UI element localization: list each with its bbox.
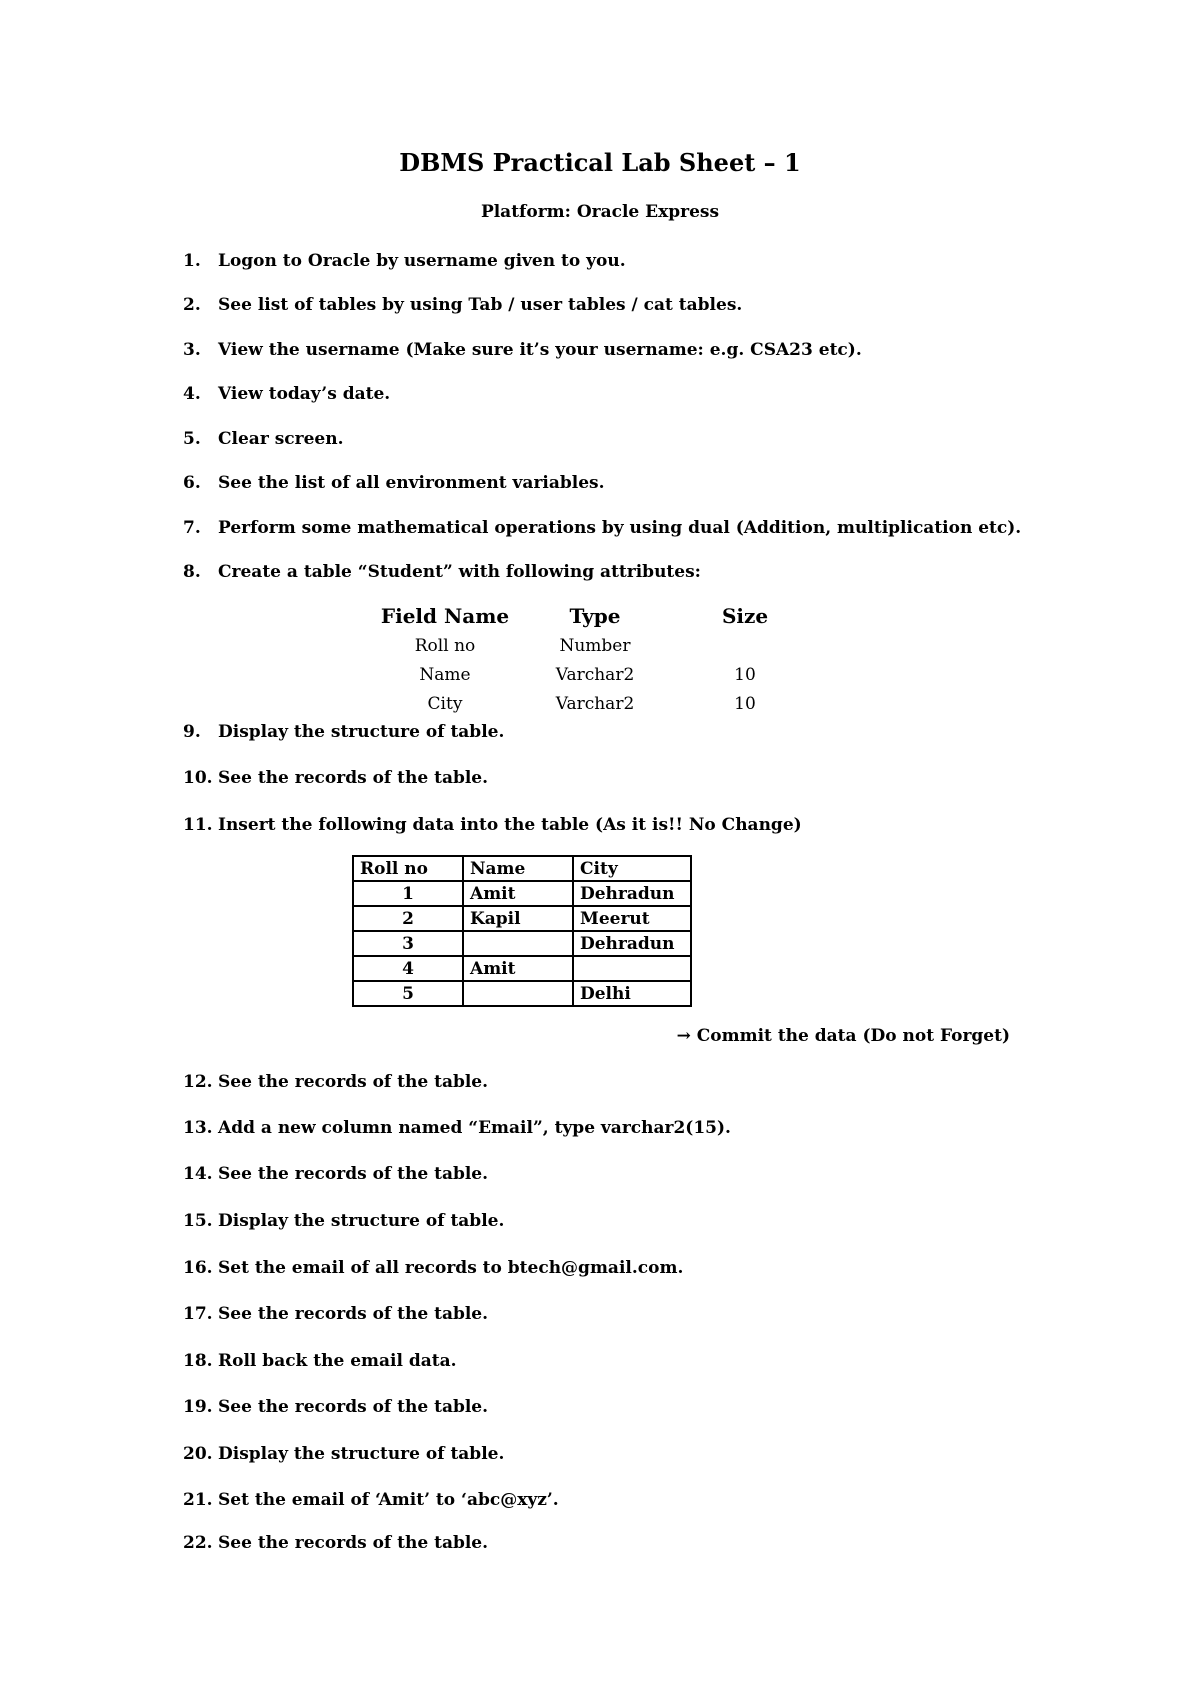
item-number: 21. [183,1490,213,1510]
table-row [353,931,691,956]
item-text: Create a table “Student” with following attributes: [218,562,701,582]
column-header: Name [463,856,573,881]
table-cell: 5 [353,981,463,1006]
table-cell [463,981,573,1006]
item-text: Insert the following data into the table (As it is!! No Change) [218,815,802,835]
item-text: See the records of the table. [218,1072,489,1092]
item-text: See the records of the table. [218,768,489,788]
table-cell: Amit [463,881,573,906]
page-title: DBMS Practical Lab Sheet – 1 [399,148,801,177]
item-text: See the list of all environment variables. [218,473,605,493]
item-number: 13. [183,1118,213,1138]
table-cell: Amit [463,956,573,981]
attr-header-size: Size [721,604,769,628]
table-cell: 1 [353,881,463,906]
attr-cell: Varchar2 [555,694,635,714]
item-number: 15. [183,1211,213,1231]
item-text: Set the email of all records to btech@gmail.com. [218,1258,684,1278]
item-number: 2. [183,295,201,315]
attr-cell: 10 [734,665,756,685]
item-text: See the records of the table. [218,1304,489,1324]
item-number: 5. [183,429,201,449]
item-number: 19. [183,1397,213,1417]
commit-note: → Commit the data (Do not Forget) [676,1026,1010,1046]
table-cell: Meerut [573,906,691,931]
item-number: 22. [183,1533,213,1553]
item-text: Display the structure of table. [218,722,505,742]
table-cell: 3 [353,931,463,956]
table-cell: 2 [353,906,463,931]
item-number: 17. [183,1304,213,1324]
attr-cell: City [427,694,463,714]
item-text: Roll back the email data. [218,1351,457,1371]
attr-header-field-name: Field Name [380,604,510,628]
attr-cell: Number [559,636,631,656]
table-header-row [353,856,691,881]
item-number: 6. [183,473,201,493]
table-cell: Dehradun [573,881,691,906]
table-cell: Delhi [573,981,691,1006]
item-text: Display the structure of table. [218,1444,505,1464]
item-text: Perform some mathematical operations by using dual (Addition, multiplication etc). [218,518,1022,538]
item-number: 9. [183,722,201,742]
attr-header-type: Type [569,604,621,628]
item-number: 18. [183,1351,213,1371]
attr-cell: Varchar2 [555,665,635,685]
item-number: 3. [183,340,201,360]
attr-cell: Roll no [414,636,476,656]
item-text: See the records of the table. [218,1397,489,1417]
item-text: Add a new column named “Email”, type varchar2(15). [218,1118,731,1138]
item-text: Logon to Oracle by username given to you. [218,251,626,271]
item-text: View the username (Make sure it’s your username: e.g. CSA23 etc). [218,340,862,360]
item-number: 7. [183,518,201,538]
column-header: Roll no [353,856,463,881]
item-text: Clear screen. [218,429,344,449]
item-number: 16. [183,1258,213,1278]
item-text: Set the email of ‘Amit’ to ‘abc@xyz’. [218,1490,559,1510]
table-cell [463,931,573,956]
table-row [353,981,691,1006]
item-number: 1. [183,251,201,271]
student-data-table [352,855,692,1007]
item-number: 4. [183,384,201,404]
table-row [353,881,691,906]
table-cell: Kapil [463,906,573,931]
attr-cell: 10 [734,694,756,714]
item-text: View today’s date. [218,384,391,404]
item-number: 10. [183,768,213,788]
item-number: 14. [183,1164,213,1184]
item-number: 20. [183,1444,213,1464]
item-text: Display the structure of table. [218,1211,505,1231]
table-row [353,956,691,981]
table-cell: Dehradun [573,931,691,956]
table-cell [573,956,691,981]
item-number: 11. [183,815,213,835]
table-row [353,906,691,931]
table-cell: 4 [353,956,463,981]
platform-subtitle: Platform: Oracle Express [480,202,720,222]
item-number: 8. [183,562,201,582]
item-text: See the records of the table. [218,1164,489,1184]
item-text: See list of tables by using Tab / user tables / cat tables. [218,295,743,315]
column-header: City [573,856,691,881]
attr-cell: Name [419,665,471,685]
item-text: See the records of the table. [218,1533,489,1553]
item-number: 12. [183,1072,213,1092]
